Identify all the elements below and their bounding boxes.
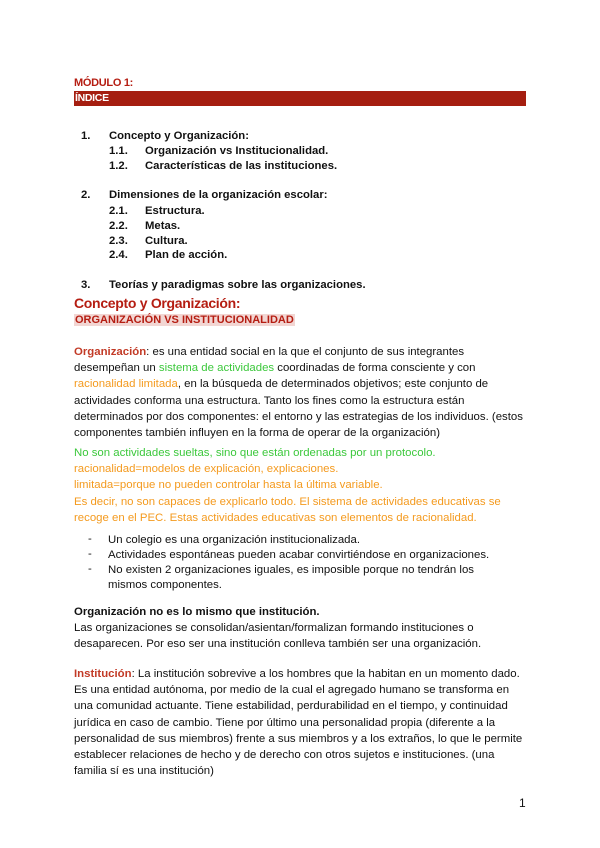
toc-number: 2.2. [109,220,128,232]
toc-text: Concepto y Organización: [109,130,249,142]
toc-text: Características de las instituciones. [145,160,338,172]
highlight-orange: racionalidad limitada [74,378,178,391]
toc-text: Estructura. [145,205,205,217]
list-item-text: Actividades espontáneas pueden acabar convirtiéndose en organizaciones. [108,549,490,561]
highlight-green: sistema de actividades [158,362,275,375]
org-not-inst-text: Las organizaciones se consolidan/asientan/formalizan formando instituciones o desaparecen. Por eso ser una institución conlleva también ser una organización. [74,622,482,651]
document-page: MÓDULO 1: ÍNDICE 1. Concepto y Organización: 1.1. Organización vs Institucionalidad. 1.2. Características de las instituciones. 2. Dimensiones de la organización escolar: 2.1. Estructura. 2.2. Metas. 2.3. Cultura. 2.4. Plan de acción. 3. Teorías y paradigmas sobre las organizaciones. Concepto y Organización: ORGANIZACIÓN VS INSTITUCIONALIDAD Organización: es una entidad social en la que el conjunto de sus integrantes desempeñan un sistema de actividades coordinadas de forma consciente y con racionalidad limitada, en la búsqueda de determinados objetivos; este conjunto de actividades conforma una estructura. Tanto los fines como la estructura están determinados por dos componentes: el entorno y las estrategias de los individuos. (estos componentes también influyen en la forma de operar de la organización) No son actividades sueltas, sino que están ordenadas por un protocolo. racionalidad=modelos de explicación, explicaciones. limitada=porque no pueden controlar hasta la última variable. Es decir, no son capaces de explicarlo todo. El sistema de actividades educativas se recoge en el PEC. Estas actividades educativas son elementos de racionalidad. - Un colegio es una organización institucionalizada. - Actividades espontáneas pueden acabar convirtiéndose en organizaciones. - No existen 2 organizaciones iguales, es imposible porque no tendrán los mismos componentes. Organización no es lo mismo que institución. Las organizaciones se consolidan/asientan/formalizan formando instituciones o desaparecen. Por eso ser una institución conlleva también ser una organización. Institución: La institución sobrevive a los hombres que la habitan en un momento dado. Es una entidad autónoma, por medio de la cual el agregado humano se transforma en una comunidad actuante. Tiene estabilidad, perdurabilidad en el tiempo, y continuidad jurídica en caso de cambio. Tiene por último una personalidad propia (diferente a la personalidad de sus miembros) frente a sus miembros y a los extraños, lo que le permite establecer relaciones de hecho y de derecho con otros sujetos e instituciones. (una familia sí es una institución) 1 [0,0,600,848]
section-title: Concepto y Organización: [74,295,241,311]
para-text: : es una entidad social en la que el conjunto de sus integrantes desempeñan un [74,346,465,375]
note-orange: racionalidad=modelos de explicación, explicaciones. [74,463,339,476]
notes-block [74,445,529,526]
toc-number: 1. [81,130,91,142]
note-orange: Es decir, no son capaces de explicarlo todo. El sistema de actividades educativas se recoge en el PEC. Estas actividades educativas son elementos de racionalidad. [74,495,501,524]
section-subtitle: ORGANIZACIÓN VS INSTITUCIONALIDAD [75,314,294,326]
toc-text: Metas. [145,220,181,232]
toc-number: 2.1. [109,205,128,217]
org-not-inst-block [74,604,529,653]
org-not-inst-heading: Organización no es lo mismo que institución. [74,606,320,618]
toc-number: 3. [81,279,91,291]
para-text: : La institución sobrevive a los hombres que la habitan en un momento dado. Es una entidad autónoma, por medio de la cual el agregado humano se transforma en una comunidad actuante. Tiene estabilidad, perdurabilidad en el tiempo, y continuidad jurídica en caso de cambio. Tiene por último una personalidad propia (diferente a la personalidad de sus miembros) frente a sus miembros y a los extraños, lo que le permite establecer relaciones de hecho y de derecho con otros sujetos e instituciones. (una familia sí es una institución) [74,668,523,778]
toc-number: 2. [81,189,91,201]
page-number: 1 [519,796,526,810]
term-organizacion: Organización [74,346,147,358]
toc-number: 1.1. [109,145,128,157]
indice-label: ÍNDICE [75,92,109,104]
institucion-paragraph [74,666,529,779]
term-institucion: Institución [74,668,132,680]
note-green: No son actividades sueltas, sino que están ordenadas por un protocolo. [74,447,436,459]
list-item-text: No existen 2 organizaciones iguales, es imposible porque no tendrán los mismos componentes. [108,564,474,591]
toc-number: 1.2. [109,160,128,172]
organizacion-paragraph [74,344,529,441]
para-text: , en la búsqueda de determinados objetivos; este conjunto de actividades conforma una estructura. Tanto los fines como la estructura están determinados por dos componentes: el entorno y las estrategias de los individuos. (estos componentes también influyen en la forma de operar de la organización) [74,378,523,440]
list-item-text: Un colegio es una organización institucionalizada. [108,534,361,546]
toc-text: Organización vs Institucionalidad. [145,145,329,157]
toc-text: Dimensiones de la organización escolar: [109,189,328,201]
toc-text: Teorías y paradigmas sobre las organizaciones. [109,279,366,291]
modulo-heading: MÓDULO 1: [74,77,134,89]
indice-bar [74,91,526,106]
para-text: coordinadas de forma consciente y con [274,362,476,375]
note-orange: limitada=porque no pueden controlar hasta la última variable. [74,479,383,492]
toc-text: Cultura. [145,235,188,247]
toc-number: 2.4. [109,249,128,261]
toc-text: Plan de acción. [145,249,228,261]
toc-number: 2.3. [109,235,128,247]
